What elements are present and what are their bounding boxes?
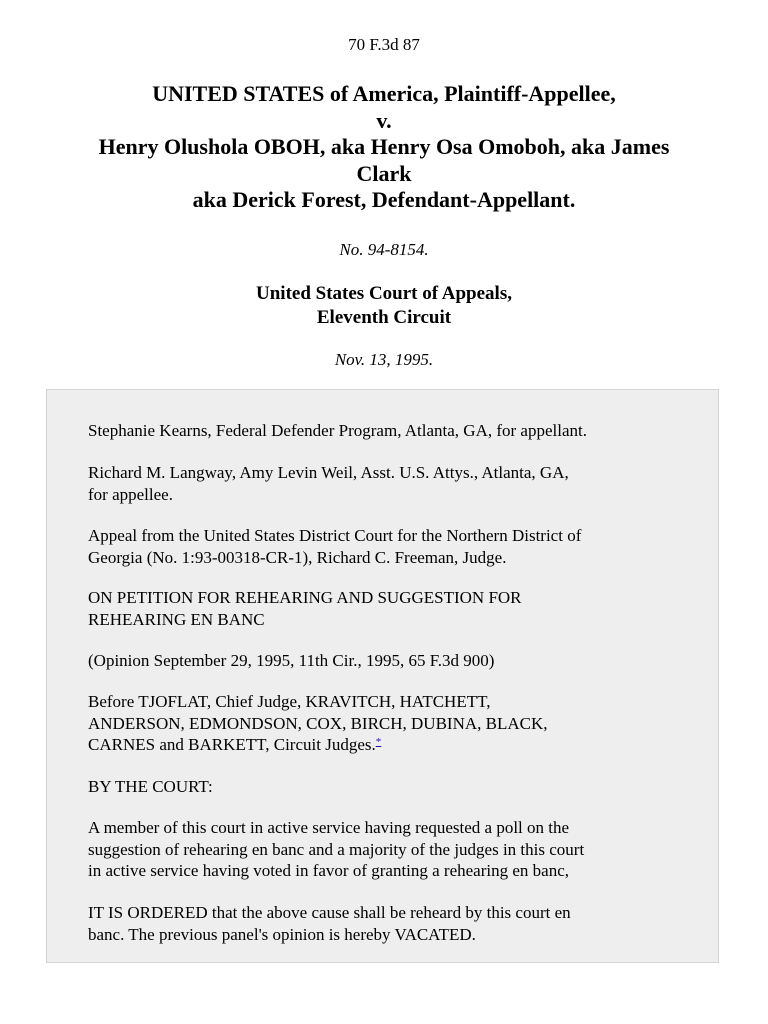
case-citation: 70 F.3d 87 — [348, 35, 420, 54]
title-line: Clark — [356, 160, 412, 186]
order-paragraph — [88, 902, 688, 945]
poll-paragraph — [88, 817, 688, 882]
text-line: suggestion of rehearing en banc and a majority of the judges in this court — [88, 839, 585, 859]
text-line: Stephanie Kearns, Federal Defender Program, Atlanta, GA, for appellant. — [88, 421, 587, 440]
by-the-court — [88, 776, 688, 798]
docket-number: No. 94-8154. — [339, 240, 429, 259]
footnote-link[interactable]: * — [375, 736, 382, 748]
text-line: in active service having voted in favor of granting a rehearing en banc, — [88, 861, 569, 880]
panel-judges — [88, 691, 688, 756]
text-line: Georgia (No. 1:93-00318-CR-1), Richard C. Freeman, Judge. — [88, 547, 507, 567]
decision-date: Nov. 13, 1995. — [334, 350, 434, 369]
text-span: CARNES and BARKETT, Circuit Judges. — [88, 735, 376, 754]
court-name — [0, 282, 768, 330]
title-line: UNITED STATES of America, Plaintiff-Appellee, — [152, 81, 616, 106]
opinion-reference — [88, 650, 688, 672]
text-line: IT IS ORDERED that the above cause shall be reheard by this court en — [88, 903, 571, 922]
counsel-appellant — [88, 420, 688, 442]
title-line: Henry Olushola OBOH, aka Henry Osa Omoboh, aka James — [98, 134, 670, 159]
text-line: A member of this court in active service having requested a poll on the — [88, 818, 570, 837]
text-line: for appellee. — [88, 484, 173, 504]
case-details-panel — [46, 389, 719, 963]
court-line: United States Court of Appeals, — [256, 283, 512, 304]
appeal-from — [88, 525, 688, 568]
text-line: ANDERSON, EDMONDSON, COX, BIRCH, DUBINA, BLACK, — [88, 713, 548, 733]
title-line: aka Derick Forest, Defendant-Appellant. — [192, 187, 576, 212]
text-line: banc. The previous panel's opinion is hereby VACATED. — [88, 924, 476, 944]
court-line: Eleventh Circuit — [316, 307, 452, 328]
text-line: Appeal from the United States District Court for the Northern District of — [88, 526, 582, 545]
counsel-appellee — [88, 462, 688, 505]
text-line: ON PETITION FOR REHEARING AND SUGGESTION FOR — [88, 588, 522, 607]
text-line — [88, 734, 688, 756]
case-title — [0, 81, 768, 214]
petition-heading — [88, 587, 688, 630]
text-line: REHEARING EN BANC — [88, 609, 265, 629]
text-line: Richard M. Langway, Amy Levin Weil, Asst. U.S. Attys., Atlanta, GA, — [88, 463, 569, 482]
text-line: (Opinion September 29, 1995, 11th Cir., 1995, 65 F.3d 900) — [88, 651, 495, 670]
title-line: v. — [376, 107, 392, 133]
text-line: Before TJOFLAT, Chief Judge, KRAVITCH, HATCHETT, — [88, 692, 491, 711]
text-line: BY THE COURT: — [88, 777, 213, 796]
